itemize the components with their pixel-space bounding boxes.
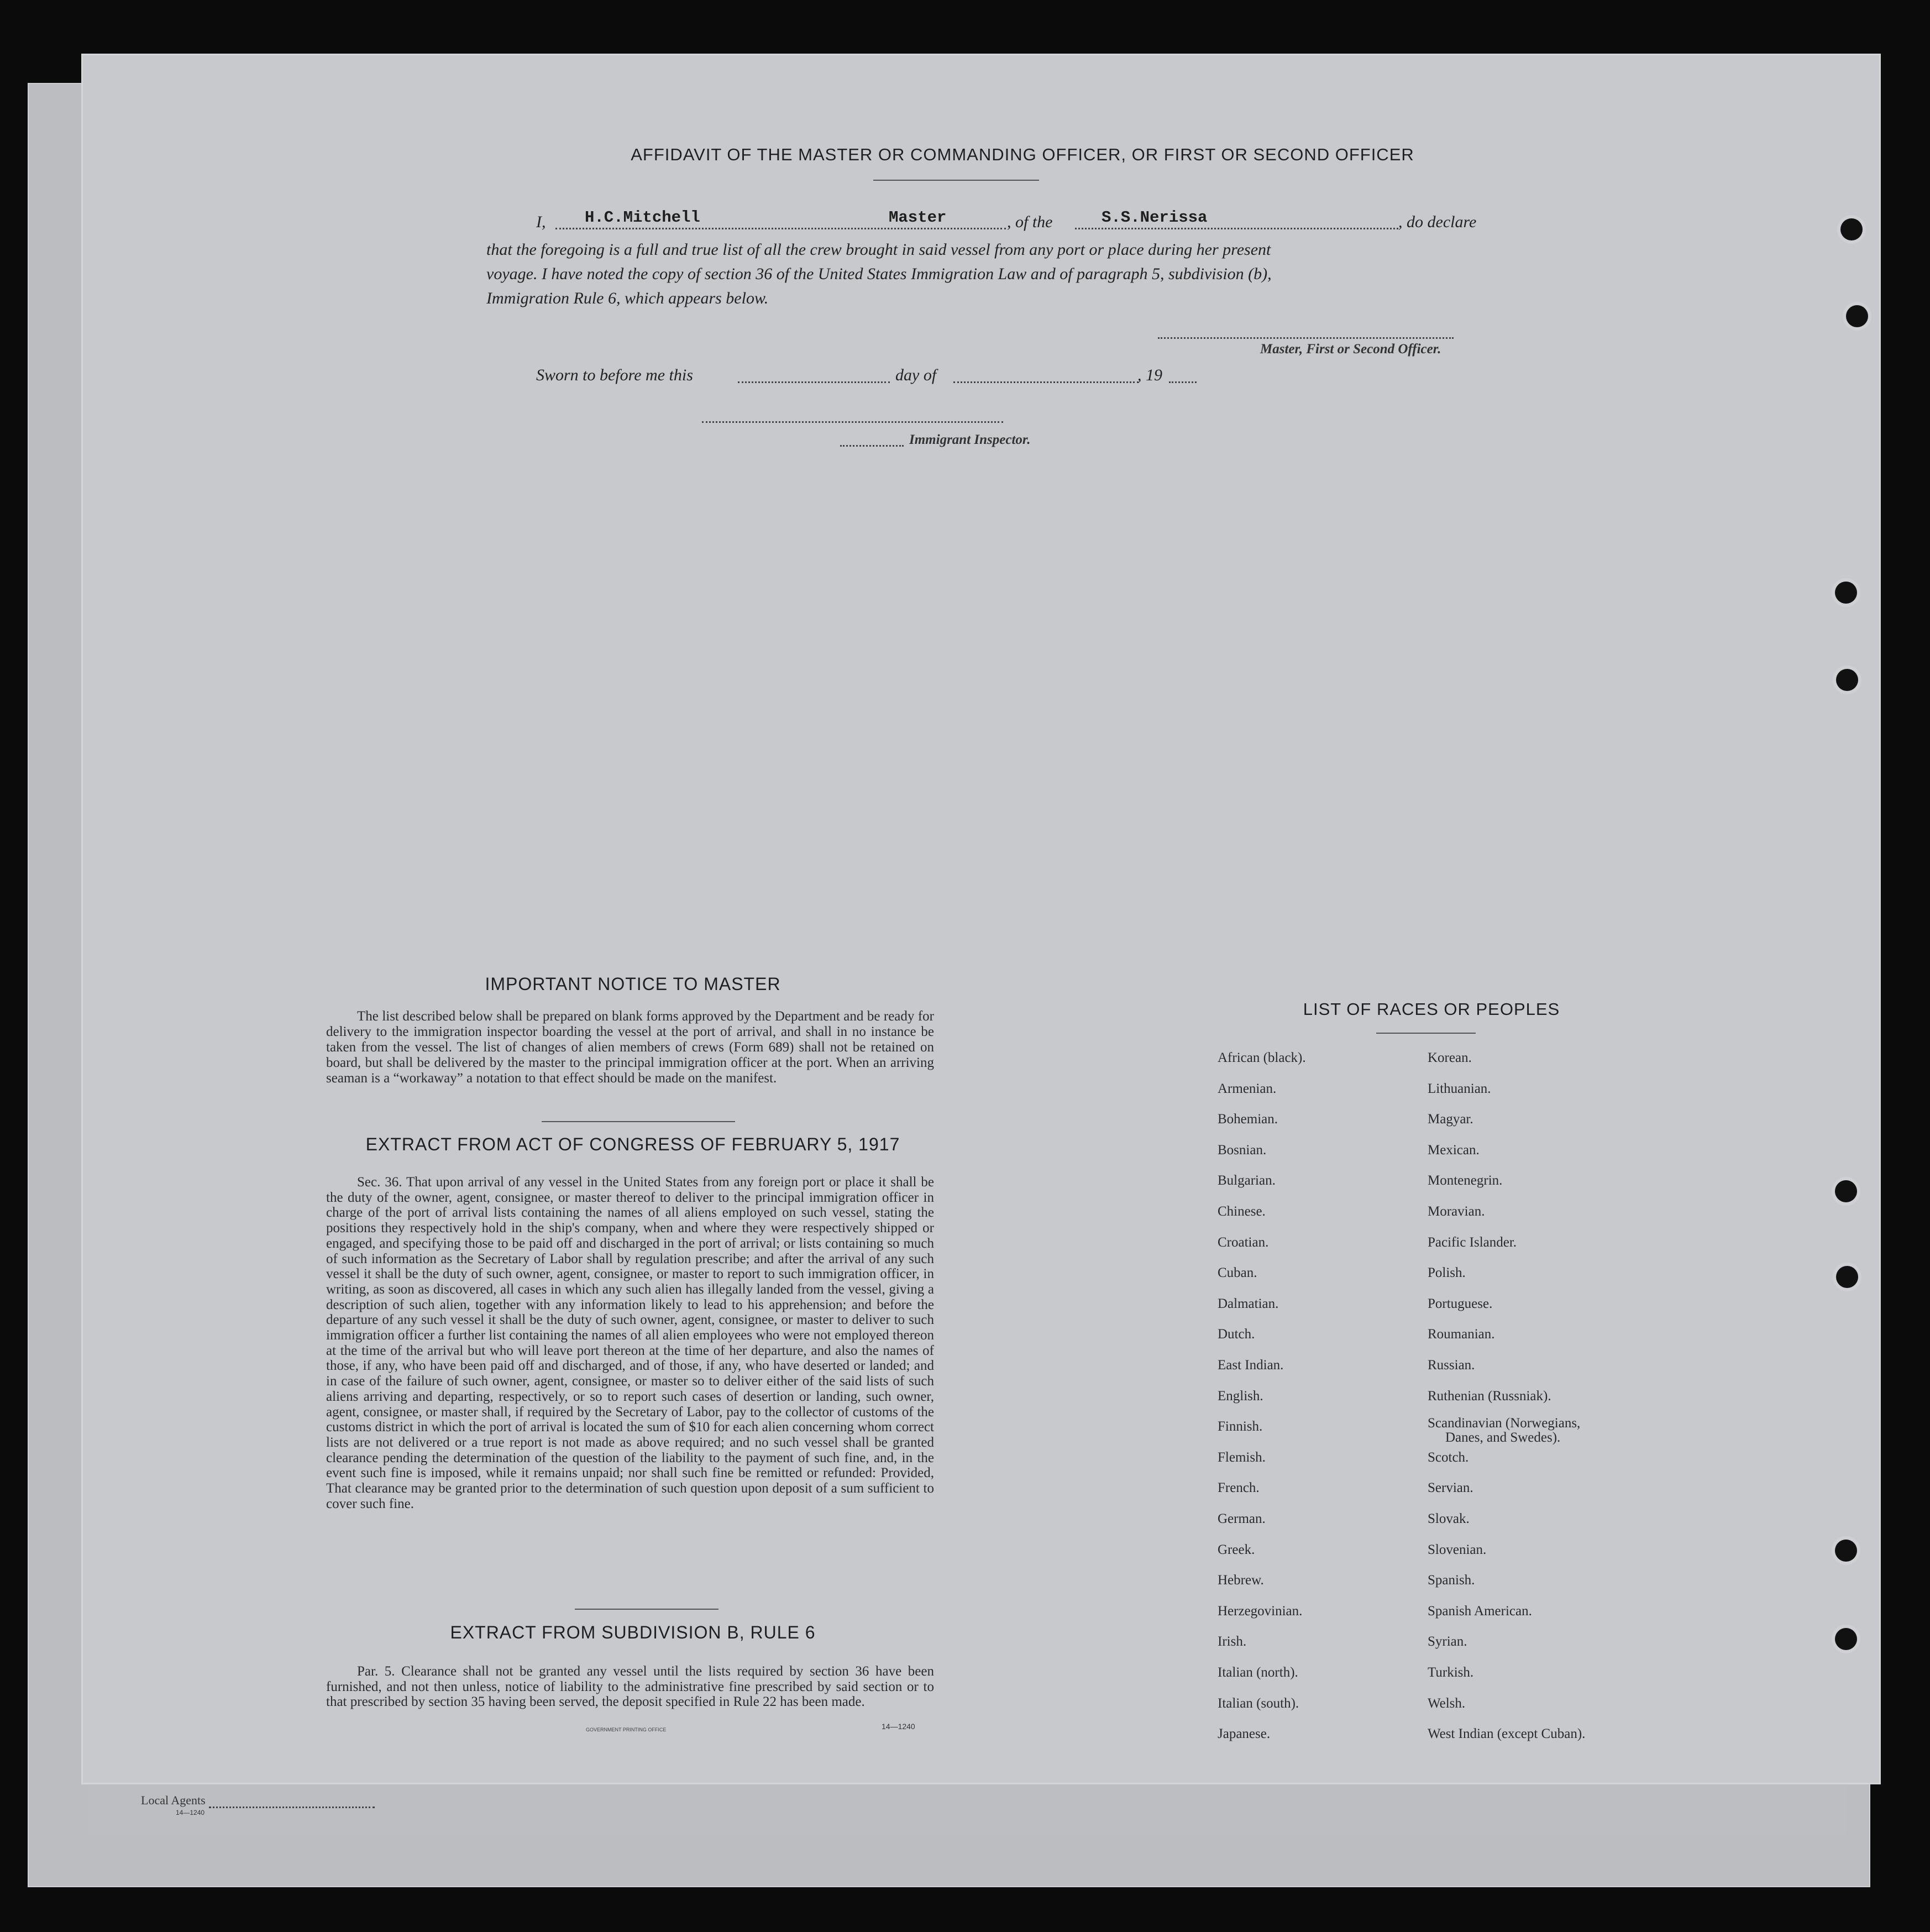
declaration-line: that the foregoing is a full and true list of all the crew brought in said vessel from any port or place during her present — [486, 240, 1271, 259]
inspector-caption: Immigrant Inspector. — [909, 432, 1031, 447]
inspector-caption-leader — [840, 445, 904, 447]
race-item: Dalmatian. — [1218, 1296, 1279, 1311]
race-item: English. — [1218, 1388, 1263, 1404]
declaration-line: Immigration Rule 6, which appears below. — [486, 289, 769, 307]
race-item: Spanish American. — [1428, 1603, 1532, 1619]
race-item: Herzegovinian. — [1218, 1603, 1303, 1619]
race-item: Bohemian. — [1218, 1112, 1278, 1127]
race-item: Irish. — [1218, 1634, 1247, 1650]
race-item: Polish. — [1428, 1265, 1466, 1281]
declaration-text — [486, 238, 1498, 311]
binder-hole — [1836, 1266, 1858, 1288]
race-item: Scandinavian (Norwegians, — [1428, 1416, 1581, 1431]
position-value: Master — [889, 208, 947, 227]
race-item: Magyar. — [1428, 1112, 1473, 1127]
race-item: Italian (south). — [1218, 1695, 1299, 1711]
race-item: German. — [1218, 1511, 1266, 1526]
race-item: East Indian. — [1218, 1358, 1284, 1373]
race-item: Bulgarian. — [1218, 1173, 1276, 1188]
race-item: Spanish. — [1428, 1573, 1475, 1588]
notice-title: IMPORTANT NOTICE TO MASTER — [485, 974, 781, 994]
sworn-day-line — [738, 381, 890, 383]
race-item: Chinese. — [1218, 1204, 1266, 1219]
day-of-label: day of — [895, 366, 937, 384]
notice-text: The list described below shall be prepared on blank forms approved by the Department and be ready for delivery to the immigration inspector boarding the vessel at the port of arrival, and shall in no instance be taken from the vessel. The list of changes of alien members of crews (Form 689) shall not be retained on board, but shall be delivered by the master to the principal immigration officer at the port. When an arriving seaman is a “workaway” a notation to that effect should be made on the manifest. — [326, 1009, 934, 1086]
inspector-signature-line — [702, 421, 1003, 423]
signature-line — [1158, 337, 1454, 339]
binder-hole — [1835, 1540, 1857, 1562]
signature-caption: Master, First or Second Officer. — [1260, 342, 1441, 357]
of-the-label: , of the — [1007, 213, 1053, 231]
race-item: Lithuanian. — [1428, 1081, 1491, 1096]
section-divider — [542, 1121, 735, 1122]
race-item: Slovenian. — [1428, 1542, 1487, 1557]
extract-act-text: Sec. 36. That upon arrival of any vessel in the United States from any foreign port or place it shall be the duty of the owner, agent, consignee, or master thereof to deliver to the principal immigration officer in charge of the port of arrival lists containing the names of all aliens employed on such vessel, stating the positions they respectively hold in the ship's company, when and where they were respectively shipped or engaged, and specifying those to be paid off and discharged in the port of arrival; or lists containing so much of such information as the Secretary of Labor shall by regulation prescribe; and after the arrival of any such vessel it shall be the duty of such owner, agent, consignee, or master to report to such immigration officer, in writing, as soon as discovered, all cases in which any such alien has illegally landed from the vessel, giving a description of such alien, together with any information likely to lead to his apprehension; and before the departure of any such vessel it shall be the duty of such owner, agent, consignee, or master to deliver to such immigration officer a further list containing the names of all alien employees who were not employed thereon at the time of the arrival but who will leave port thereon at the time of her departure, and also the names of those, if any, who have been paid off and discharged, and of those, if any, who have deserted or landed; and in case of the failure of such owner, agent, consignee, or master so to deliver either of the said lists of such aliens arriving and departing, respectively, or so to report such cases of desertion or landing, such owner, agent, consignee, or master shall, if required by the Secretary of Labor, pay to the collector of customs of the customs district in which the port of arrival is located the sum of $10 for each alien concerning whom correct lists are not delivered or a true report is not made as above required; and no such vessel shall be granted clearance pending the determination of the question of the liability to the payment of such fine, and, in the event such fine is imposed, while it remains unpaid; nor shall such fine be remitted or refunded: Provided, That clearance may be granted prior to the determination of such question upon deposit of a sum sufficient to cover such fine. — [326, 1175, 934, 1511]
binder-hole — [1835, 1628, 1857, 1650]
race-item: Greek. — [1218, 1542, 1255, 1557]
race-item: Servian. — [1428, 1480, 1473, 1496]
race-item: West Indian (except Cuban). — [1428, 1726, 1586, 1742]
race-item: Italian (north). — [1218, 1665, 1298, 1680]
extract-rule-title: EXTRACT FROM SUBDIVISION B, RULE 6 — [450, 1622, 816, 1642]
race-item: Korean. — [1428, 1050, 1472, 1065]
do-declare-label: , do declare — [1398, 213, 1477, 231]
race-item: Japanese. — [1218, 1726, 1271, 1742]
race-item: Turkish. — [1428, 1665, 1474, 1680]
binder-hole — [1835, 1180, 1857, 1202]
race-item: Roumanian. — [1428, 1327, 1495, 1342]
form-number: 14—1240 — [882, 1722, 915, 1731]
race-item: French. — [1218, 1480, 1260, 1496]
master-name-value: H.C.Mitchell — [585, 208, 700, 227]
race-item: Slovak. — [1428, 1511, 1470, 1526]
title-underline — [873, 180, 1039, 181]
race-item: Mexican. — [1428, 1142, 1480, 1158]
race-item: Hebrew. — [1218, 1573, 1264, 1588]
race-item: Ruthenian (Russniak). — [1428, 1388, 1551, 1404]
bottom-page-strip — [88, 1784, 1846, 1834]
race-item: Cuban. — [1218, 1265, 1257, 1281]
race-item: Pacific Islander. — [1428, 1234, 1517, 1250]
binder-hole — [1835, 582, 1857, 604]
races-title-underline — [1376, 1033, 1476, 1034]
local-agents-line — [209, 1807, 375, 1808]
race-item: Croatian. — [1218, 1234, 1269, 1250]
sworn-month-line — [953, 381, 1139, 383]
vessel-field-line — [1075, 228, 1398, 229]
binder-hole — [1840, 218, 1863, 240]
local-agents-label: Local Agents — [141, 1793, 206, 1807]
year-label: , 19 — [1137, 366, 1162, 384]
race-item: Armenian. — [1218, 1081, 1277, 1096]
race-item: Flemish. — [1218, 1449, 1266, 1465]
race-item: Montenegrin. — [1428, 1173, 1503, 1188]
document-sheet — [83, 55, 1879, 1783]
name-field-line — [555, 228, 1006, 229]
extract-rule-text: Par. 5. Clearance shall not be granted any vessel until the lists required by section 36 have been furnished, and not then unless, notice of liability to the administrative fine prescribed by said section or to that prescribed by section 35 having been served, the deposit specified in Rule 22 has been made. — [326, 1664, 934, 1709]
section-divider — [575, 1609, 718, 1610]
declaration-line: voyage. I have noted the copy of section 36 of the United States Immigration Law and of paragraph 5, subdivision (b), — [486, 265, 1272, 283]
binder-hole — [1836, 669, 1858, 691]
race-item: Syrian. — [1428, 1634, 1467, 1650]
race-item: Portuguese. — [1428, 1296, 1493, 1311]
races-title: LIST OF RACES OR PEOPLES — [1303, 999, 1560, 1019]
footer-form-number: 14—1240 — [176, 1809, 205, 1816]
binder-hole — [1846, 305, 1868, 327]
year-field-line — [1169, 381, 1197, 383]
race-item: Dutch. — [1218, 1327, 1255, 1342]
race-item: Danes, and Swedes). — [1445, 1430, 1561, 1446]
race-item: African (black). — [1218, 1050, 1306, 1065]
printer-imprint: GOVERNMENT PRINTING OFFICE — [586, 1727, 667, 1732]
race-item: Moravian. — [1428, 1204, 1485, 1219]
sworn-label: Sworn to before me this — [536, 366, 693, 384]
race-item: Russian. — [1428, 1358, 1475, 1373]
affidavit-title: AFFIDAVIT OF THE MASTER OR COMMANDING OFFICER, OR FIRST OR SECOND OFFICER — [631, 145, 1414, 164]
race-item: Welsh. — [1428, 1695, 1466, 1711]
vessel-name-value: S.S.Nerissa — [1102, 208, 1208, 227]
race-item: Bosnian. — [1218, 1142, 1267, 1158]
i-label: I, — [536, 213, 546, 231]
extract-act-title: EXTRACT FROM ACT OF CONGRESS OF FEBRUARY 5, 1917 — [365, 1134, 900, 1154]
race-item: Scotch. — [1428, 1449, 1469, 1465]
race-item: Finnish. — [1218, 1419, 1263, 1434]
